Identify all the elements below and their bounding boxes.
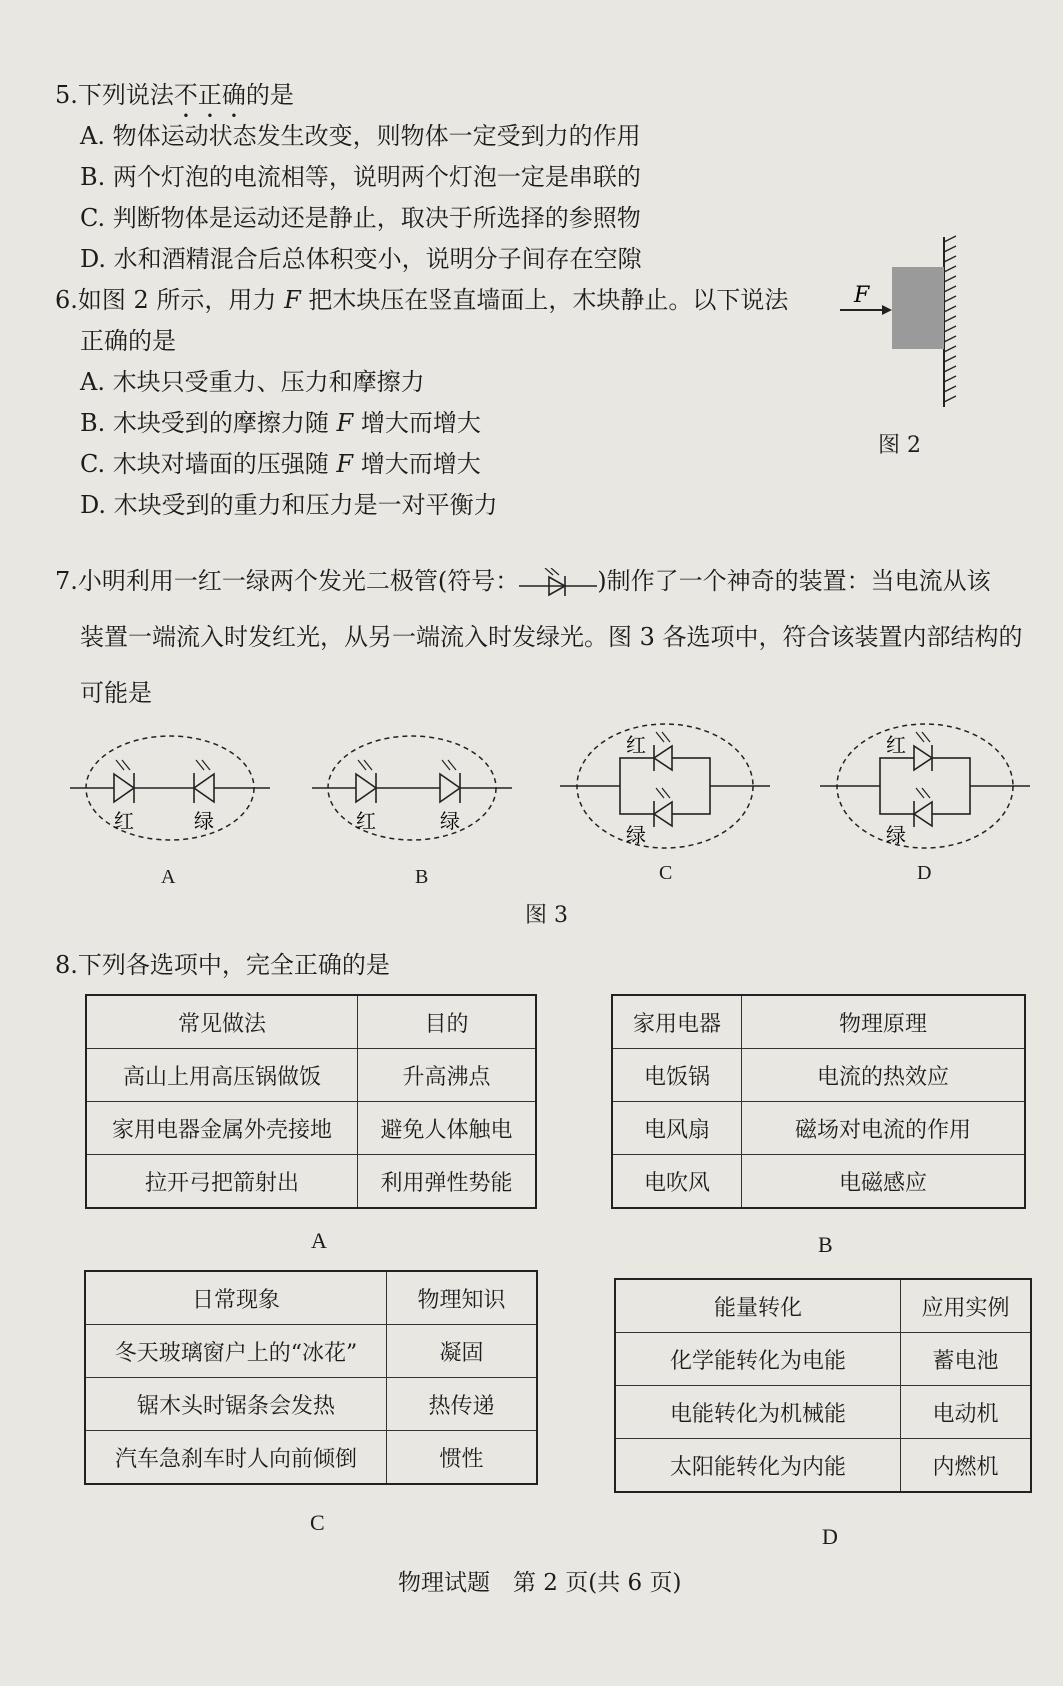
table-header: 应用实例 — [901, 1279, 1032, 1333]
q6-stem-line1: 6.如图 2 所示，用力 F 把木块压在竖直墙面上，木块静止。以下说法 — [55, 286, 789, 314]
wall-hatching — [944, 236, 956, 402]
figure-3-letter-b: B — [415, 866, 429, 888]
led-red-icon — [654, 746, 672, 770]
q5-option-b: B. 两个灯泡的电流相等，说明两个灯泡一定是串联的 — [80, 163, 641, 191]
led-red-label: 红 — [356, 809, 376, 833]
wood-block — [892, 267, 944, 349]
table-cell: 蓄电池 — [901, 1333, 1032, 1386]
q5-stem: 5.下列说法不正确的是 — [55, 81, 294, 109]
table-cell: 惯性 — [387, 1431, 538, 1485]
table-cell: 化学能转化为电能 — [615, 1333, 901, 1386]
figure-2-diagram — [840, 232, 970, 422]
table-cell: 电流的热效应 — [742, 1049, 1026, 1102]
table-header: 目的 — [358, 995, 537, 1049]
q8-table-c-letter: C — [310, 1510, 325, 1535]
led-red-label: 红 — [114, 809, 134, 833]
q7-stem-line2: 装置一端流入时发红光，从另一端流入时发绿光。图 3 各选项中，符合该装置内部结构的 — [80, 623, 1023, 651]
led-green-icon — [914, 802, 932, 826]
figure-3-option-b — [312, 730, 512, 850]
table-header: 常见做法 — [86, 995, 358, 1049]
q6-option-c: C. 木块对墙面的压强随 F 增大而增大 — [80, 450, 481, 478]
led-green-label: 绿 — [626, 823, 646, 847]
figure-3-letter-c: C — [659, 862, 673, 884]
force-arrowhead — [882, 305, 892, 315]
table-cell: 热传递 — [387, 1378, 538, 1431]
q8-table-b — [611, 994, 1026, 1209]
figure-3-letter-a: A — [161, 866, 176, 888]
q6-stem-line2: 正确的是 — [80, 327, 176, 355]
led-red-icon — [914, 746, 932, 770]
figure-2-caption: 图 2 — [878, 433, 921, 458]
table-cell: 磁场对电流的作用 — [742, 1102, 1026, 1155]
q8-table-c — [84, 1270, 538, 1485]
table-header: 物理知识 — [387, 1271, 538, 1325]
table-cell: 电能转化为机械能 — [615, 1386, 901, 1439]
table-cell: 太阳能转化为内能 — [615, 1439, 901, 1493]
figure-3-option-c — [560, 718, 770, 853]
table-cell: 电风扇 — [612, 1102, 742, 1155]
q5-emphasis: 不正确 — [173, 81, 246, 109]
led-green-icon — [194, 774, 214, 802]
led-red-label: 红 — [626, 733, 646, 757]
q7-stem-line1: 7.小明利用一红一绿两个发光二极管(符号： )制作了一个神奇的装置：当电流从该 — [55, 566, 991, 598]
q6-option-a: A. 木块只受重力、压力和摩擦力 — [80, 368, 425, 396]
table-cell: 汽车急刹车时人向前倾倒 — [85, 1431, 387, 1485]
led-green-icon — [654, 802, 672, 826]
table-cell: 电动机 — [901, 1386, 1032, 1439]
table-cell: 避免人体触电 — [358, 1102, 537, 1155]
table-cell: 冬天玻璃窗户上的“冰花” — [85, 1325, 387, 1378]
table-cell: 升高沸点 — [358, 1049, 537, 1102]
led-green-label: 绿 — [886, 823, 906, 847]
q8-table-b-letter: B — [818, 1232, 833, 1257]
q8-stem: 8.下列各选项中，完全正确的是 — [55, 951, 390, 979]
q6-option-d: D. 木块受到的重力和压力是一对平衡力 — [80, 491, 498, 519]
q8-table-a — [85, 994, 537, 1209]
q8-table-d — [614, 1278, 1032, 1493]
q5-option-a: A. 物体运动状态发生改变，则物体一定受到力的作用 — [80, 122, 641, 150]
table-cell: 电饭锅 — [612, 1049, 742, 1102]
led-red-icon — [114, 774, 134, 802]
table-cell: 电吹风 — [612, 1155, 742, 1209]
table-cell: 电磁感应 — [742, 1155, 1026, 1209]
table-cell: 高山上用高压锅做饭 — [86, 1049, 358, 1102]
table-header: 能量转化 — [615, 1279, 901, 1333]
force-label: F — [854, 283, 870, 308]
table-header: 日常现象 — [85, 1271, 387, 1325]
led-red-label: 红 — [886, 733, 906, 757]
q7-stem-line3: 可能是 — [80, 679, 152, 707]
q8-table-a-letter: A — [311, 1228, 327, 1253]
q5-option-c: C. 判断物体是运动还是静止，取决于所选择的参照物 — [80, 204, 641, 232]
figure-3-option-d — [820, 718, 1030, 853]
figure-3-option-a — [70, 730, 270, 850]
table-cell: 凝固 — [387, 1325, 538, 1378]
led-green-label: 绿 — [194, 809, 214, 833]
led-green-icon — [440, 774, 460, 802]
table-header: 家用电器 — [612, 995, 742, 1049]
q5-option-d: D. 水和酒精混合后总体积变小，说明分子间存在空隙 — [80, 245, 642, 273]
figure-3-letter-d: D — [917, 862, 932, 884]
figure-3-caption: 图 3 — [525, 903, 568, 928]
q6-option-b: B. 木块受到的摩擦力随 F 增大而增大 — [80, 409, 481, 437]
table-cell: 锯木头时锯条会发热 — [85, 1378, 387, 1431]
led-red-icon — [356, 774, 376, 802]
table-cell: 利用弹性势能 — [358, 1155, 537, 1209]
page-footer: 物理试题 第 2 页(共 6 页) — [398, 1570, 682, 1596]
table-header: 物理原理 — [742, 995, 1026, 1049]
table-cell: 内燃机 — [901, 1439, 1032, 1493]
led-green-label: 绿 — [440, 809, 460, 833]
table-cell: 拉开弓把箭射出 — [86, 1155, 358, 1209]
led-symbol-icon — [519, 568, 597, 598]
q8-table-d-letter: D — [822, 1524, 838, 1549]
table-cell: 家用电器金属外壳接地 — [86, 1102, 358, 1155]
